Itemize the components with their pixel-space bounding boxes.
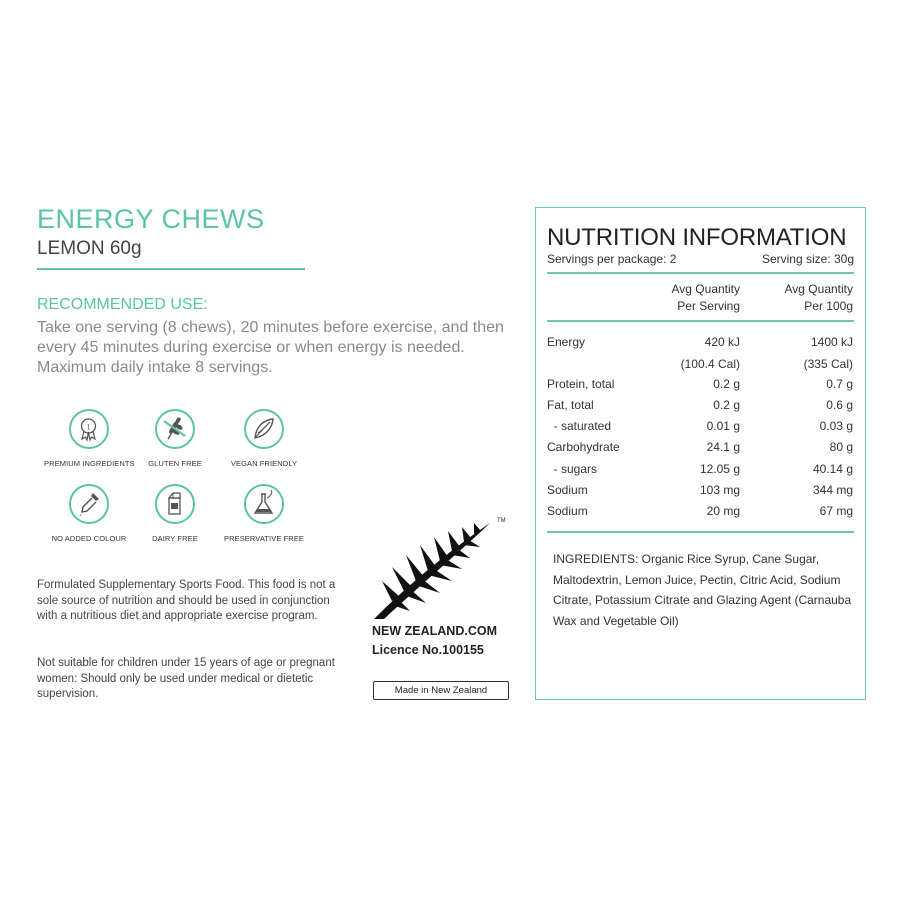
badge-label: NO ADDED COLOUR <box>51 534 127 543</box>
nutrient-per-100g: 40.14 g <box>812 462 853 476</box>
licence-number: Licence No.100155 <box>372 643 484 657</box>
flask-icon <box>244 484 284 524</box>
nutrient-per-100g: 0.03 g <box>819 419 853 433</box>
nutrient-label: Energy <box>547 335 586 349</box>
nutrient-per-100g: 344 mg <box>812 483 853 497</box>
recommended-use-heading: RECOMMENDED USE: <box>37 296 208 313</box>
column-header-line: Avg Quantity <box>671 282 740 296</box>
badge-vegan-friendly <box>219 409 309 468</box>
title-divider <box>37 268 305 270</box>
nutrient-per-serving: 12.05 g <box>699 462 740 476</box>
nutrient-label: Sodium <box>547 504 588 518</box>
nutrient-label: Sodium <box>547 483 588 497</box>
milk-carton-icon <box>155 484 195 524</box>
nutrient-per-serving: 0.2 g <box>713 377 740 391</box>
wheat-icon <box>155 409 195 449</box>
nutrient-label: Protein, total <box>547 377 615 391</box>
nutrient-per-serving: 0.2 g <box>713 398 740 412</box>
leaf-icon <box>244 409 284 449</box>
fern-mark-logo <box>370 515 510 630</box>
nutrient-label: - sugars <box>547 462 598 476</box>
nutrient-per-serving: 20 mg <box>706 504 740 518</box>
badge-gluten-free <box>130 409 220 468</box>
nutrient-per-serving: 103 mg <box>699 483 740 497</box>
nutrient-per-serving: 0.01 g <box>706 419 740 433</box>
nutrient-label: - saturated <box>547 419 612 433</box>
ingredients-text: INGREDIENTS: Organic Rice Syrup, Cane Sugar, Maltodextrin, Lemon Juice, Pectin, Citric Acid, Sodium Citrate, Potassium Citrate and Glazing Agent (Carnauba Wax and Vegetable Oil) <box>553 552 852 628</box>
nutrient-per-serving: (100.4 Cal) <box>680 357 740 371</box>
nutrient-label: Fat, total <box>547 398 594 412</box>
badge-label: VEGAN FRIENDLY <box>230 459 298 468</box>
badge-premium-ingredients <box>44 409 134 468</box>
badge-label: PRESERVATIVE FREE <box>223 534 305 543</box>
nutrient-label: Carbohydrate <box>547 440 620 454</box>
nutrition-title: NUTRITION INFORMATION <box>547 224 847 251</box>
fine-print-warning: Not suitable for children under 15 years of age or pregnant women: Should only be used under medical or dietetic supervision. <box>37 657 335 700</box>
serving-size: Serving size: 30g <box>761 252 854 266</box>
column-header-per-serving <box>672 281 740 315</box>
nutrient-per-serving: 24.1 g <box>706 440 740 454</box>
made-in-badge: Made in New Zealand <box>373 681 509 700</box>
badge-preservative-free <box>219 484 309 543</box>
trademark-symbol: TM <box>497 518 506 524</box>
badge-no-added-colour <box>44 484 134 543</box>
fine-print-supplementary: Formulated Supplementary Sports Food. This food is not a sole source of nutrition and should be used in conjunction with a nutritious diet and appropriate exercise program. <box>37 579 336 622</box>
column-header-line: Per 100g <box>804 299 853 313</box>
servings-per-package: Servings per package: 2 <box>547 252 677 266</box>
column-header-line: Avg Quantity <box>784 282 853 296</box>
nutrient-per-100g: 0.7 g <box>826 377 853 391</box>
rosette-icon <box>69 409 109 449</box>
recommended-use-text: Take one serving (8 chews), 20 minutes before exercise, and then every 45 minutes during exercise or when energy is needed. Maximum daily intake 8 servings. <box>37 319 504 376</box>
nutrient-per-100g: 80 g <box>829 440 853 454</box>
nutrient-per-100g: 1400 kJ <box>810 335 853 349</box>
nz-site-text: NEW ZEALAND.COM <box>372 624 497 638</box>
nutrient-per-100g: (335 Cal) <box>803 357 853 371</box>
nutrient-per-100g: 67 mg <box>819 504 853 518</box>
badge-label: PREMIUM INGREDIENTS <box>44 459 135 468</box>
product-title: ENERGY CHEWS <box>37 204 265 234</box>
column-header-per-100g <box>785 281 853 315</box>
nutrition-columns-divider <box>547 320 854 322</box>
product-subtitle: LEMON 60g <box>37 238 142 259</box>
dropper-icon <box>69 484 109 524</box>
svg-text:1: 1 <box>86 422 91 432</box>
badge-dairy-free <box>130 484 220 543</box>
column-header-line: Per Serving <box>677 299 740 313</box>
nutrient-per-serving: 420 kJ <box>704 335 740 349</box>
nutrition-footer-divider <box>547 531 854 533</box>
badge-label: DAIRY FREE <box>152 534 198 543</box>
nutrition-header-divider <box>547 272 854 274</box>
nutrient-per-100g: 0.6 g <box>826 398 853 412</box>
badge-label: GLUTEN FREE <box>148 459 202 468</box>
